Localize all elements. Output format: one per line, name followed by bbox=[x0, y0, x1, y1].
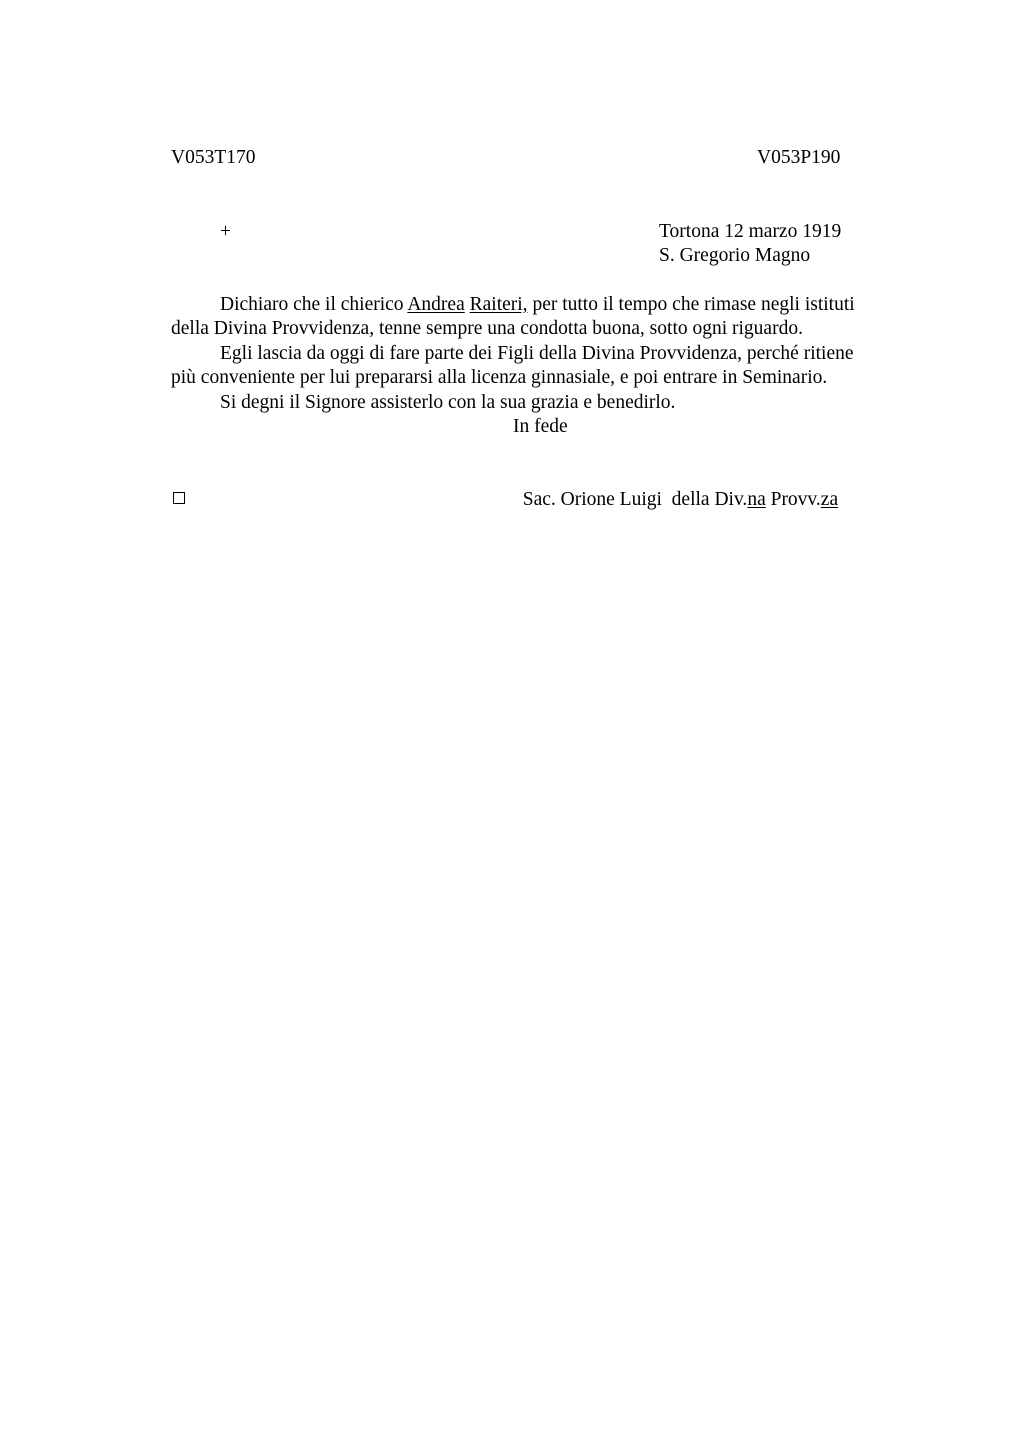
signature-za: za bbox=[820, 489, 839, 510]
paragraph-1-line-1 bbox=[220, 293, 855, 317]
signature-line bbox=[513, 464, 838, 512]
in-fede: In fede bbox=[513, 416, 568, 437]
student-last-name: Raiteri, bbox=[469, 294, 528, 315]
student-first-name: Andrea bbox=[407, 294, 465, 315]
date-line: Tortona 12 marzo 1919 bbox=[659, 221, 842, 242]
p1-rest: per tutto il tempo che rimase negli istituti bbox=[527, 294, 855, 315]
feast-line: S. Gregorio Magno bbox=[659, 245, 811, 266]
paragraph-2-line-1: Egli lascia da oggi di fare parte dei Figli della Divina Provvidenza, perché ritiene bbox=[220, 343, 854, 364]
p1-prefix: Dichiaro che il chierico bbox=[220, 294, 408, 315]
signature-mid: Provv. bbox=[765, 489, 821, 510]
signature-prefix: Sac. Orione Luigi della Div. bbox=[522, 489, 748, 510]
cross-mark: + bbox=[220, 221, 231, 242]
header-right-code: V053P190 bbox=[757, 147, 841, 168]
checkbox-square-icon bbox=[173, 492, 185, 504]
header-left-code: V053T170 bbox=[171, 147, 256, 168]
paragraph-3-line-1: Si degni il Signore assisterlo con la sua grazia e benedirlo. bbox=[220, 392, 676, 413]
paragraph-2-line-2: più conveniente per lui prepararsi alla licenza ginnasiale, e poi entrare in Seminario. bbox=[171, 367, 828, 388]
signature-na: na bbox=[747, 489, 766, 510]
paragraph-1-line-2: della Divina Provvidenza, tenne sempre una condotta buona, sotto ogni riguardo. bbox=[171, 318, 803, 339]
